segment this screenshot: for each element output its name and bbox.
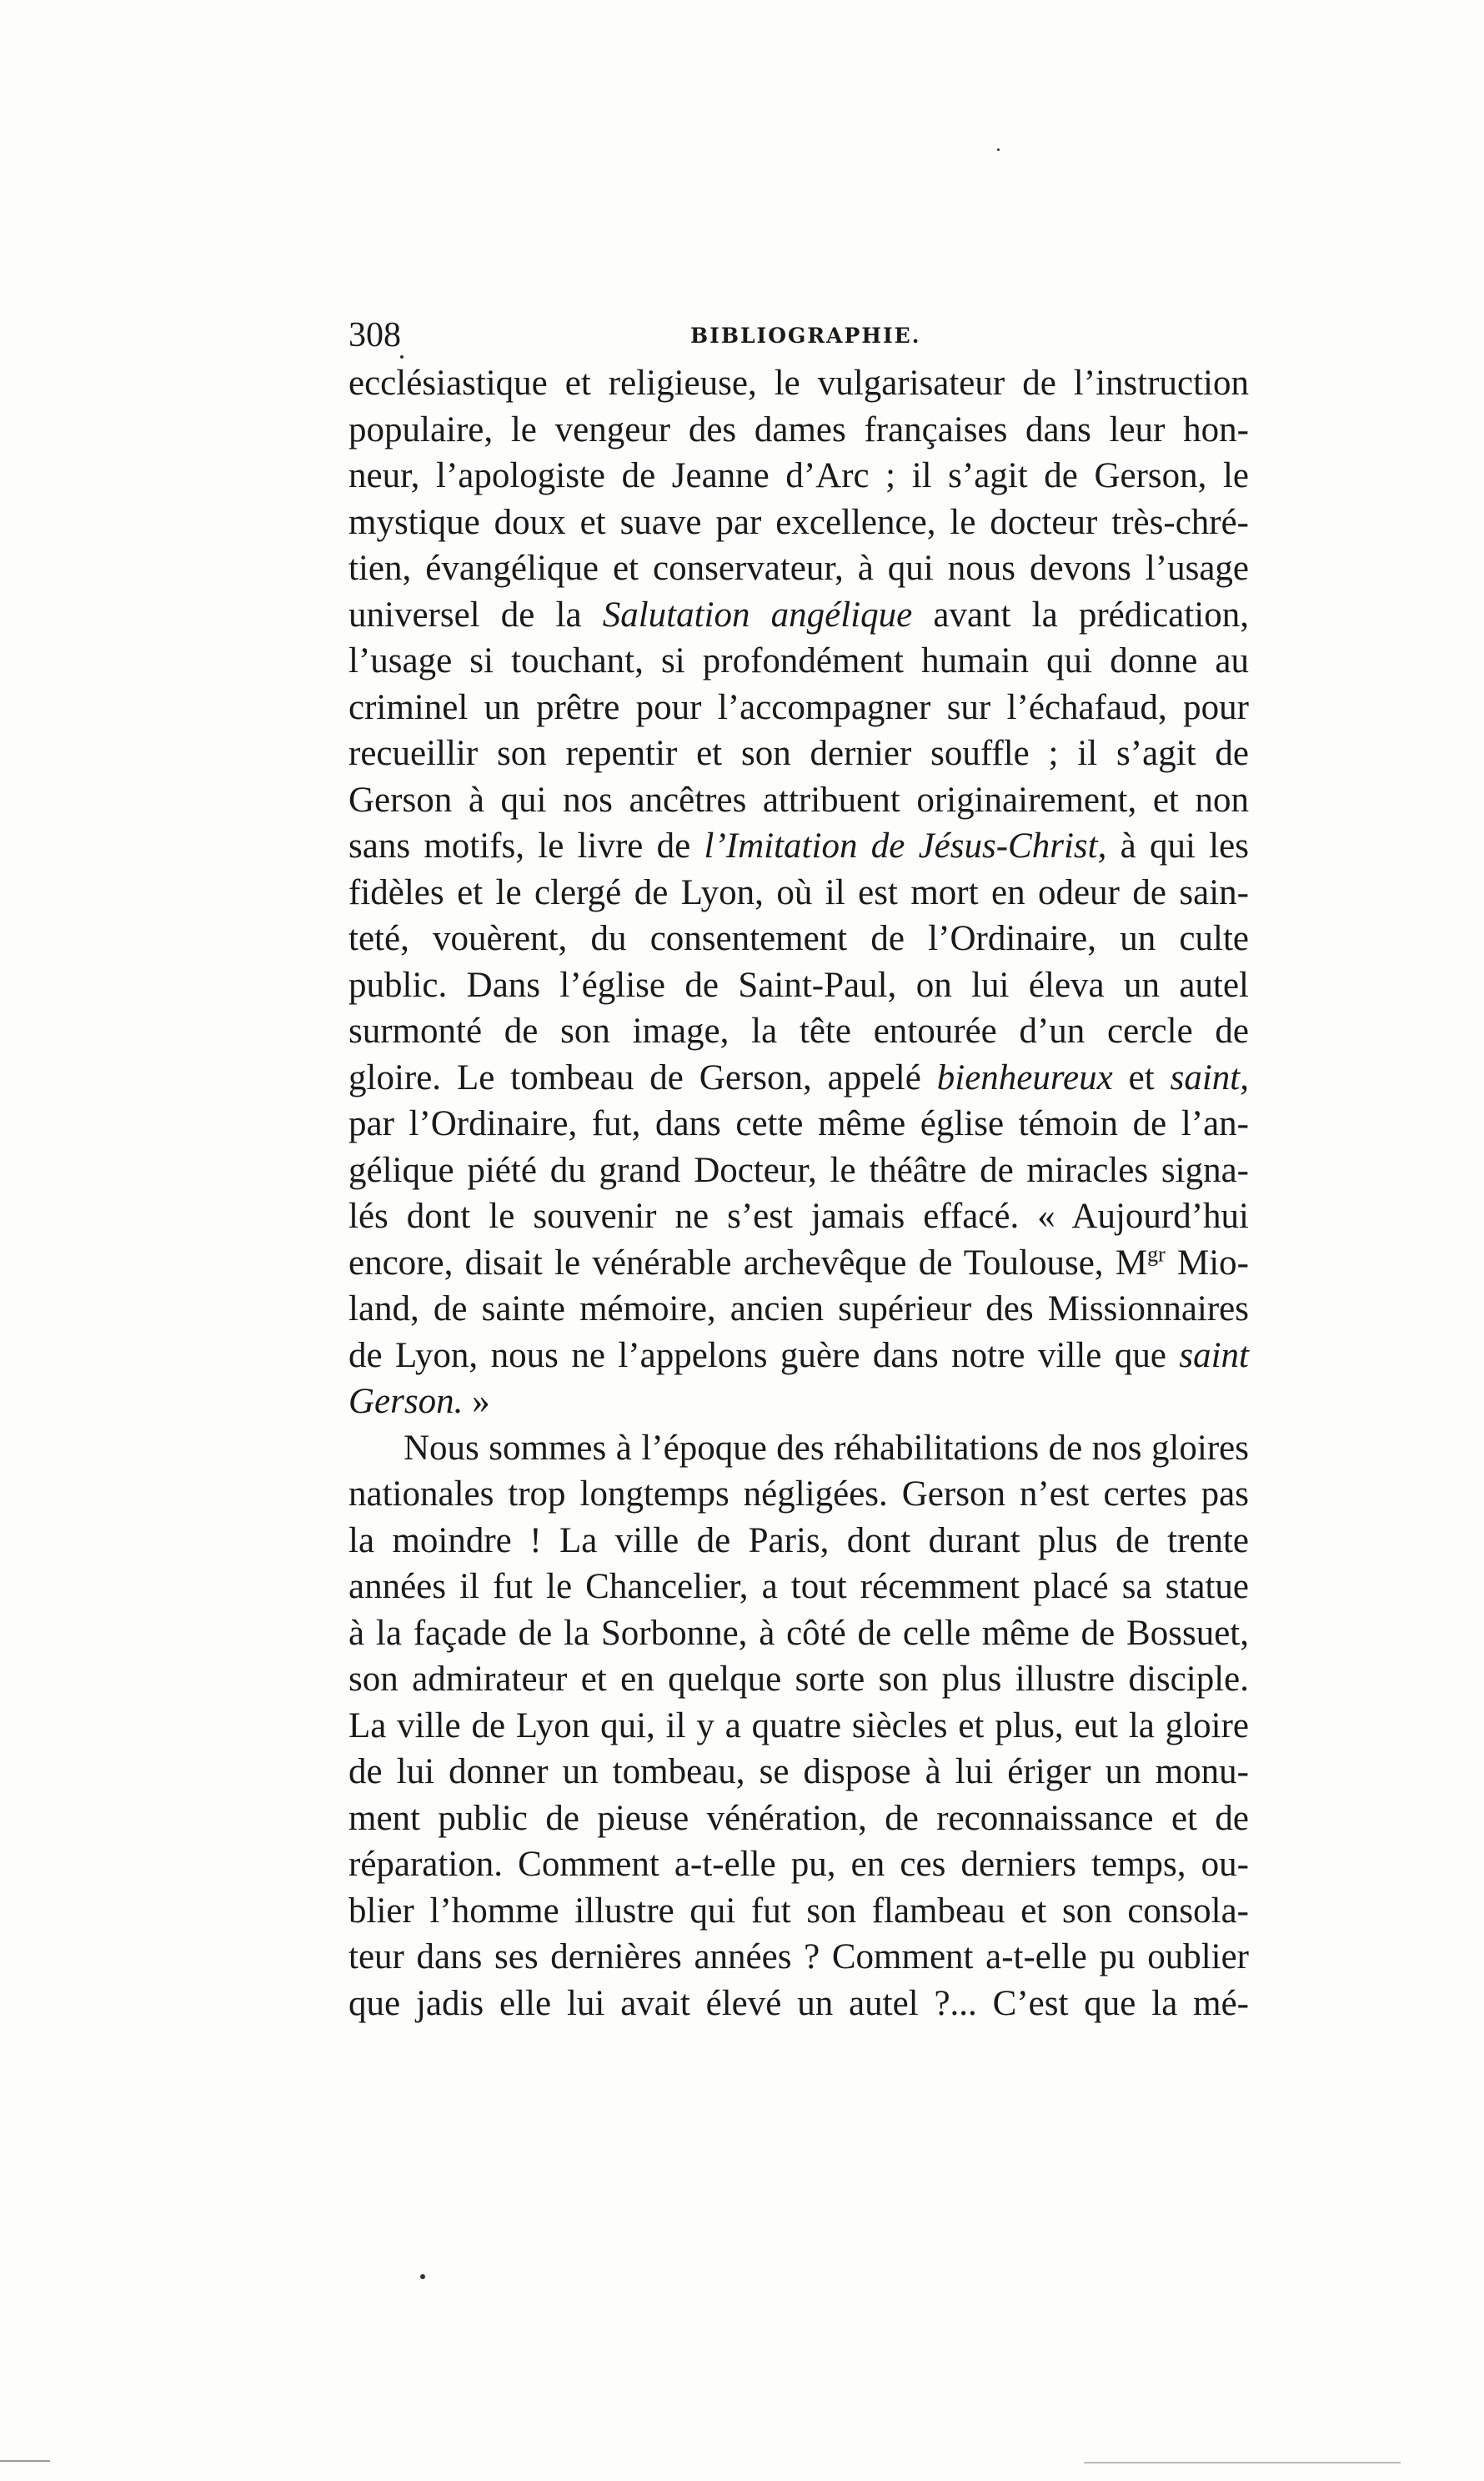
text-line (348, 731, 1249, 777)
text-line (348, 1286, 1249, 1333)
text-line (348, 685, 1249, 731)
text-segment: teur dans ses dernières années ? Comment a-t-elle pu oublier (348, 1937, 1249, 1976)
running-head: BIBLIOGRAPHIE. (690, 324, 921, 348)
text-segment: surmonté de son image, la tête entourée d’un cercle de (348, 1012, 1249, 1051)
text-line (348, 1008, 1249, 1055)
text-segment: avant la prédication, (912, 595, 1249, 635)
italic-text: Gerson. (348, 1382, 464, 1421)
text-line (348, 1055, 1249, 1102)
text-segment: la moindre ! La ville de Paris, dont durant plus de trente (348, 1520, 1249, 1560)
text-line (348, 1610, 1249, 1657)
text-line (348, 1656, 1249, 1703)
text-line (348, 1333, 1249, 1379)
text-line (348, 1425, 1249, 1472)
text-line (348, 453, 1249, 500)
text-line (348, 1148, 1249, 1194)
text-segment: » (463, 1382, 490, 1421)
text-segment: Mio- (1165, 1243, 1249, 1283)
text-segment: années il fut le Chancelier, a tout récemment placé sa statue (348, 1567, 1249, 1606)
text-line (348, 1703, 1249, 1750)
text-segment: ment public de pieuse vénération, de reconnaissance et de (348, 1798, 1249, 1838)
text-line (348, 1518, 1249, 1564)
text-line (348, 1841, 1249, 1888)
page-header (348, 310, 1249, 360)
text-line (348, 1193, 1249, 1240)
text-line (348, 1471, 1249, 1518)
text-segment: par l’Ordinaire, fut, dans cette même église témoin de l’an- (348, 1104, 1249, 1143)
italic-text: saint, (1170, 1057, 1249, 1097)
text-segment: que jadis elle lui avait élevé un autel ?... C’est que la mé- (348, 1983, 1249, 2023)
italic-text: saint (1179, 1335, 1249, 1375)
scan-speck (400, 355, 404, 359)
text-segment: Nous sommes à l’époque des réhabilitations de nos gloires (404, 1428, 1249, 1468)
text-line (348, 1888, 1249, 1935)
text-line (348, 1101, 1249, 1148)
text-segment: de lui donner un tombeau, se dispose à lui ériger un monu- (348, 1752, 1249, 1791)
text-segment: son admirateur et en quelque sorte son plus illustre disciple. (348, 1660, 1249, 1699)
scan-speck (997, 148, 1000, 151)
body-text (348, 360, 1249, 2026)
text-segment: mystique doux et suave par excellence, le docteur très-chré- (348, 502, 1249, 542)
text-segment: sans motifs, le livre de (348, 826, 704, 866)
text-line (348, 1749, 1249, 1795)
text-segment: Gerson à qui nos ancêtres attribuent originairement, et non (348, 780, 1249, 820)
text-segment: teté, vouèrent, du consentement de l’Ordinaire, un culte (348, 919, 1249, 958)
text-segment: criminel un prêtre pour l’accompagner sur l’échafaud, pour (348, 687, 1249, 727)
italic-text: Salutation angélique (602, 595, 913, 635)
page-number: 308 (348, 316, 401, 354)
text-line (348, 500, 1249, 546)
superscript-text: gr (1147, 1242, 1166, 1267)
italic-text: l’Imitation de Jésus-Christ, (704, 826, 1107, 866)
text-line (348, 1934, 1249, 1981)
text-segment: tien, évangélique et conservateur, à qui nous devons l’usage (348, 549, 1249, 588)
text-segment: encore, disait le vénérable archevêque de Toulouse, M (348, 1243, 1148, 1283)
text-line (348, 823, 1249, 870)
text-segment: recueillir son repentir et son dernier souffle ; il s’agit de (348, 734, 1249, 773)
text-line (348, 1379, 1249, 1425)
text-line (348, 360, 1249, 407)
scan-speck (420, 2274, 425, 2279)
text-segment: et (1112, 1057, 1171, 1097)
text-segment: public. Dans l’église de Saint-Paul, on lui éleva un autel (348, 965, 1249, 1005)
text-line (348, 545, 1249, 592)
text-line (348, 1564, 1249, 1610)
text-line (348, 1795, 1249, 1842)
text-segment: populaire, le vengeur des dames françaises dans leur hon- (348, 409, 1249, 449)
text-segment: à la façade de la Sorbonne, à côté de celle même de Bossuet, (348, 1613, 1249, 1653)
text-line (348, 1981, 1249, 2027)
text-line (348, 592, 1249, 639)
scan-edge-mark (1084, 2462, 1401, 2463)
text-line (348, 777, 1249, 824)
text-segment: gélique piété du grand Docteur, le théâtre de miracles signa- (348, 1150, 1249, 1190)
text-segment: de Lyon, nous ne l’appelons guère dans notre ville que (348, 1335, 1180, 1375)
text-segment: neur, l’apologiste de Jeanne d’Arc ; il s’agit de Gerson, le (348, 456, 1249, 495)
text-segment: lés dont le souvenir ne s’est jamais effacé. « Aujourd’hui (348, 1197, 1249, 1236)
text-segment: gloire. Le tombeau de Gerson, appelé (348, 1057, 937, 1097)
text-segment: à qui les (1106, 826, 1249, 866)
text-line (348, 962, 1249, 1009)
text-segment: land, de sainte mémoire, ancien supérieur des Missionnaires (348, 1289, 1249, 1328)
text-segment: universel de la (348, 595, 603, 635)
text-segment: l’usage si touchant, si profondément humain qui donne au (348, 641, 1249, 681)
text-segment: fidèles et le clergé de Lyon, où il est mort en odeur de sain- (348, 872, 1249, 912)
text-line (348, 638, 1249, 685)
text-line (348, 407, 1249, 454)
text-segment: ecclésiastique et religieuse, le vulgarisateur de l’instruction (348, 364, 1249, 403)
text-line (348, 870, 1249, 917)
text-line (348, 916, 1249, 962)
text-segment: réparation. Comment a-t-elle pu, en ces derniers temps, ou- (348, 1845, 1249, 1884)
text-segment: La ville de Lyon qui, il y a quatre siècles et plus, eut la gloire (348, 1705, 1249, 1745)
text-segment: nationales trop longtemps négligées. Gerson n’est certes pas (348, 1474, 1249, 1514)
scan-edge-mark (0, 2460, 50, 2462)
text-segment: blier l’homme illustre qui fut son flambeau et son consola- (348, 1891, 1249, 1931)
text-line (348, 1240, 1249, 1287)
italic-text: bienheureux (936, 1057, 1113, 1097)
